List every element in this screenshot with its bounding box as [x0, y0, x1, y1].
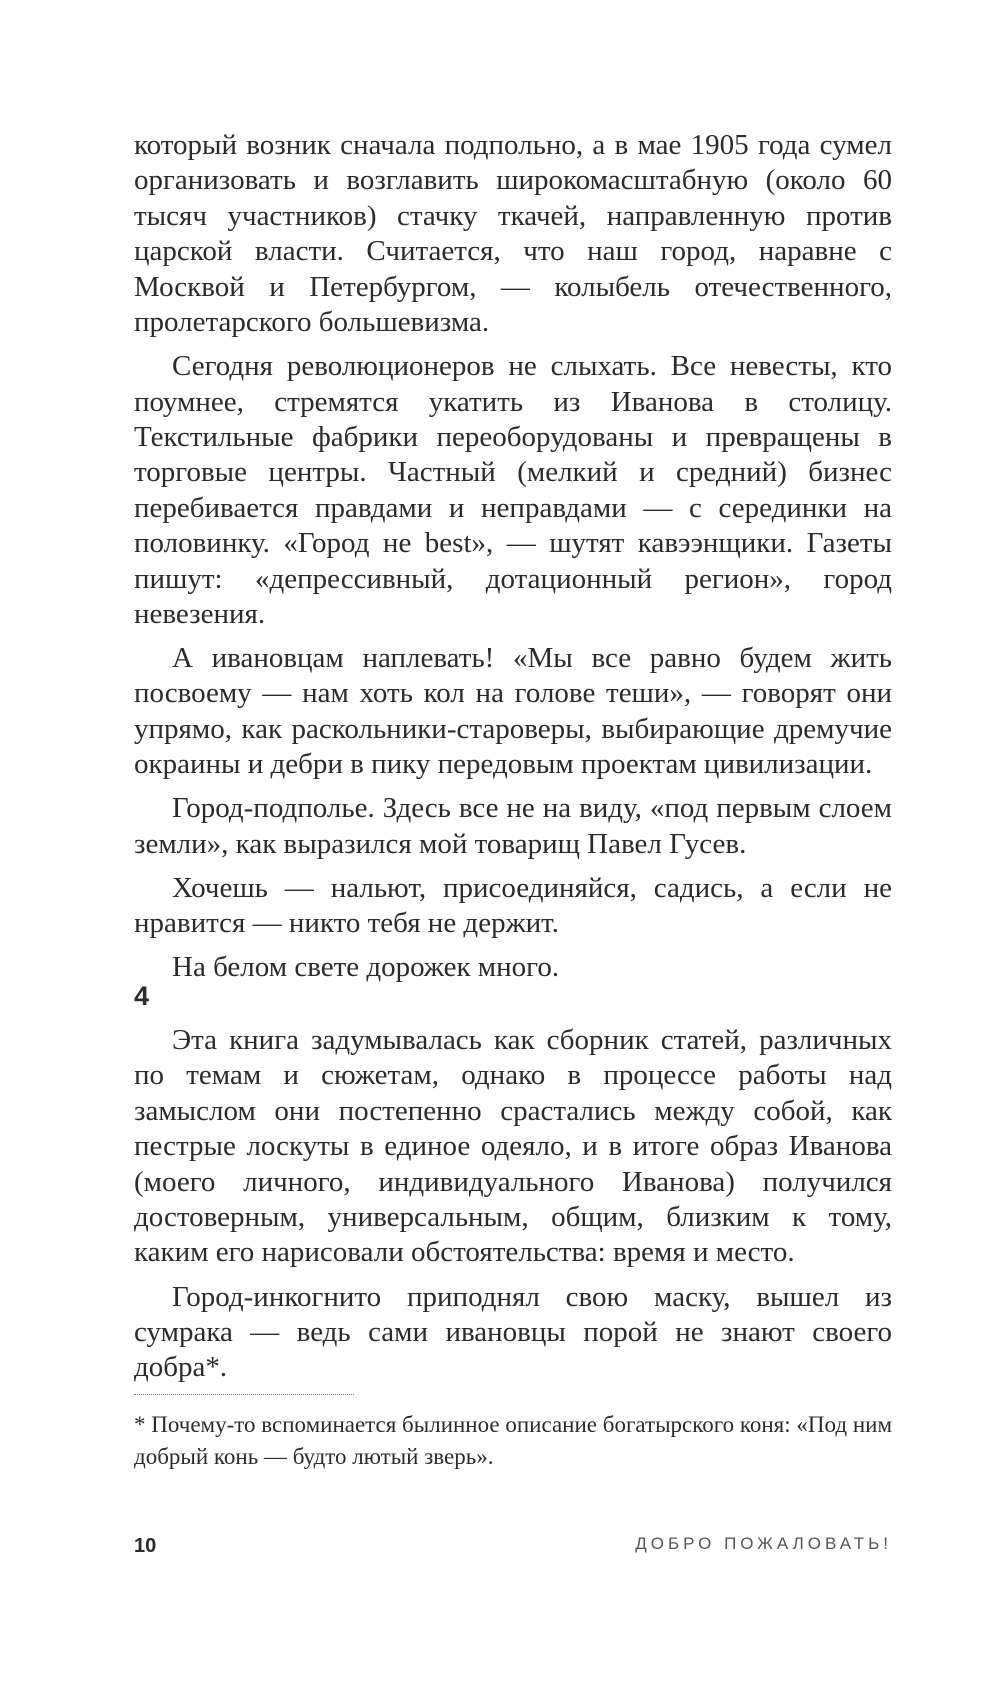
body-text-top	[134, 128, 892, 994]
paragraph: На белом свете дорожек много.	[172, 951, 560, 984]
footnote-divider	[134, 1394, 354, 1395]
paragraph: Город-подполье. Здесь все не на виду, «под первым слоем земли», как выразился мой товарищ Павел Гусев.	[134, 792, 892, 860]
page-number: 10	[134, 1535, 157, 1557]
body-text-bottom	[134, 1023, 892, 1394]
paragraph: А ивановцам наплевать! «Мы все равно будем жить посвоему — нам хоть кол на голове теши», — говорят они упрямо, как раскольники-староверы, выбирающие дремучие окраины и дебри в пику передовым проектам цивилизации.	[134, 642, 892, 781]
paragraph: который возник сначала подпольно, а в мае 1905 года сумел организовать и возглавить широкомасштабную (около 60 тысяч участников) стачку ткачей, направленную против царской власти. Считается, что наш город, наравне с Москвой и Петербургом, — колыбель отечественного, пролетарского большевизма.	[134, 129, 892, 339]
paragraph: Эта книга задумывалась как сборник статей, различных по темам и сюжетам, однако в процессе работы над замыслом они постепенно срастались между собой, как пестрые лоскуты в единое одеяло, и в итоге образ Иванова (моего личного, индивидуального Иванова) получился достоверным, универсальным, общим, близким к тому, каким его нарисовали обстоятельства: время и место.	[134, 1024, 892, 1269]
section-number: 4	[134, 981, 150, 1011]
running-head: ДОБРО ПОЖАЛОВАТЬ!	[635, 1534, 892, 1553]
paragraph: Сегодня революционеров не слыхать. Все невесты, кто поумнее, стремятся укатить из Иванова в столицу. Текстильные фабрики переоборудованы и превращены в торговые центры. Частный (мелкий и средний) бизнес перебивается правдами и неправдами — с серединки на половинку. «Город не best», — шутят кавээнщики. Газеты пишут: «депрессивный, дотационный регион», город невезения.	[134, 350, 892, 630]
footnote	[134, 1409, 892, 1473]
paragraph: Город-инкогнито приподнял свою маску, вышел из сумрака — ведь сами ивановцы порой не знают своего добра*.	[134, 1280, 892, 1384]
footnote-text: * Почему-то вспоминается былинное описание богатырского коня: «Под ним добрый конь — будто лютый зверь».	[134, 1412, 892, 1469]
paragraph: Хочешь — нальют, присоединяйся, садись, а если не нравится — никто тебя не держит.	[134, 871, 892, 940]
